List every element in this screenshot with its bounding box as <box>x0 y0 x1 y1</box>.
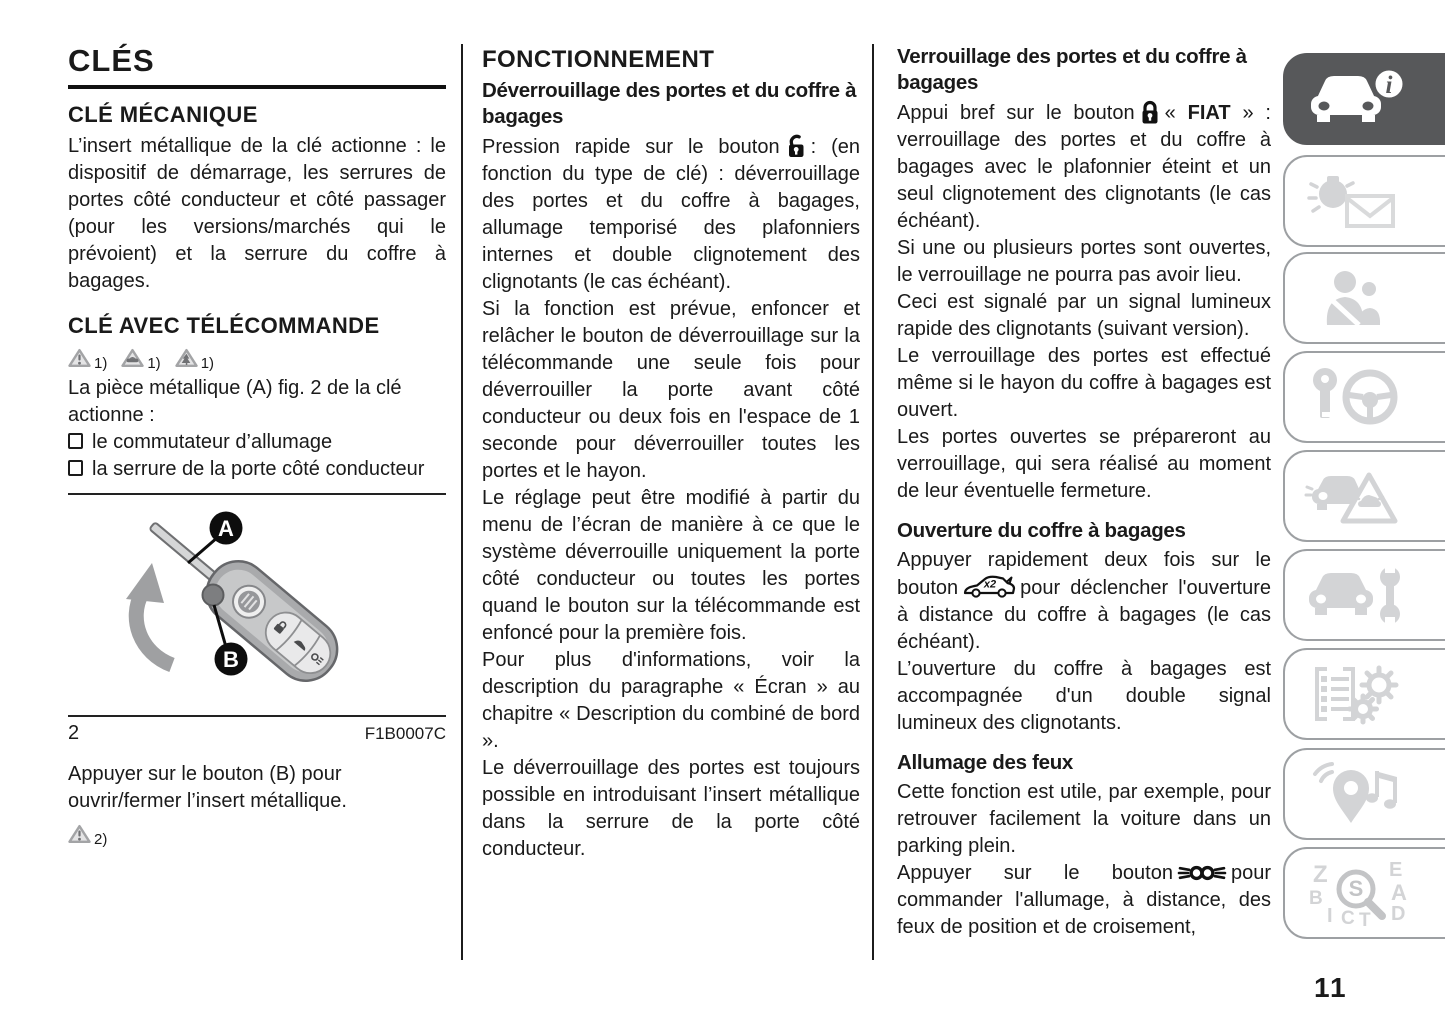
warning-lights-messages-icon <box>1303 168 1413 234</box>
paragraph-signal: Ceci est signalé par un signal lumineux rapide des clignotants (suivant version). <box>897 291 1271 340</box>
safety-icon <box>1303 265 1413 331</box>
figure-divider <box>68 715 446 717</box>
svg-text:i: i <box>1385 72 1393 99</box>
svg-text:B: B <box>1309 888 1323 909</box>
svg-text:E: E <box>1389 859 1403 881</box>
index-search-icon <box>1303 858 1413 928</box>
column-operation <box>482 44 860 863</box>
warning-triangle-icon <box>68 348 91 373</box>
text: pour déclencher l'ouverture à distance du coffre à bagages (le cas échéant). <box>897 577 1271 653</box>
svg-text:S: S <box>1348 876 1364 901</box>
list-item <box>68 429 446 456</box>
text: » : <box>1242 102 1271 124</box>
sidebar-tab-servicing-maintenance[interactable] <box>1283 549 1445 641</box>
paragraph-trunk-signal: L’ouverture du coffre à bagages est accompagnée d'un double signal lumineux des clignotants. <box>897 658 1271 734</box>
callout-b-label: B <box>223 647 239 672</box>
svg-text:D: D <box>1391 903 1406 925</box>
sidebar-tab-multimedia[interactable] <box>1283 748 1445 840</box>
text: Appuyer rapidement deux fois sur le bouton <box>897 549 1271 599</box>
heading-trunk-opening: Ouverture du coffre à bagages <box>897 519 1186 542</box>
footnote-references <box>68 348 446 373</box>
column-divider <box>872 44 874 960</box>
text: pour commander l'allumage, à distance, des feux de position et de croisement, <box>897 862 1271 938</box>
paragraph-open-insert: Appuyer sur le bouton (B) pour ouvrir/fermer l’insert métallique. <box>68 763 347 812</box>
text: : (en fonction du type de clé) : déverrouillage des portes et du coffre à bagages, allumage temporisé des plafonniers internes et double clignotement des clignotants (le cas échéant). <box>482 136 860 293</box>
text: « <box>1164 102 1176 124</box>
heading-mechanical-key: CLÉ MÉCANIQUE <box>68 102 258 127</box>
car-info-icon <box>1303 66 1413 132</box>
footnote-number: 1) <box>94 355 108 372</box>
paragraph-more-info: Pour plus d'informations, voir la description du paragraphe « Écran » au chapitre « Description du combiné de bord ». <box>482 649 860 752</box>
heading-unlocking: Déverrouillage des portes et du coffre à bagages <box>482 79 857 128</box>
column-keys <box>68 44 446 851</box>
page-number: 11 <box>1314 972 1348 1003</box>
sidebar-tab-vehicle-info[interactable] <box>1283 53 1445 145</box>
key-steering-wheel-icon <box>1303 364 1413 430</box>
brand-name: FIAT <box>1187 102 1231 124</box>
car-warning-triangle-icon <box>1303 463 1413 529</box>
list-item-text: la serrure de la porte côté conducteur <box>92 458 425 480</box>
trunk-open-x2-icon <box>962 574 1016 598</box>
warning-triangle-icon <box>68 824 91 849</box>
paragraph-menu-setting: Le réglage peut être modifié à partir du menu de l’écran de manière à ce que le système déverrouille uniquement la porte côté conducteur ou toutes les portes quand le bouton sur la télécommande est enfoncé pour la première fois. <box>482 487 860 644</box>
paragraph-prepare-lock: Les portes ouvertes se prépareront au verrouillage, qui sera réalisé au moment de leur éventuelle fermeture. <box>897 426 1271 502</box>
paragraph-single-press: Si la fonction est prévue, enfoncer et relâcher le bouton de déverrouillage sur la télécommande une seule fois pour déverrouiller la porte avant côté conducteur ou deux fois en l'espace de 1 seconde pour déverrouiller toutes les portes et le hayon. <box>482 298 860 482</box>
paragraph-unlock-button <box>482 133 860 296</box>
chapter-title: CLÉS <box>68 44 446 89</box>
figure-code: F1B0007C <box>364 724 446 743</box>
unlock-icon <box>784 133 807 158</box>
svg-text:C: C <box>1341 908 1355 928</box>
navigation-music-icon <box>1303 761 1413 827</box>
column-locking <box>897 44 1271 941</box>
callout-a-label: A <box>218 516 234 541</box>
car-wrench-icon <box>1303 562 1413 628</box>
square-bullet-icon <box>68 460 83 476</box>
section-tab-strip <box>1283 0 1445 1018</box>
list-item <box>68 456 446 483</box>
text: Appuyer sur le bouton <box>897 862 1173 884</box>
footnote-number: 1) <box>200 355 215 372</box>
svg-text:Z: Z <box>1313 861 1328 888</box>
paragraph-lock-button <box>897 99 1271 235</box>
sidebar-tab-starting-driving[interactable] <box>1283 351 1445 443</box>
tree-warning-triangle-icon <box>175 348 198 373</box>
heading-remote-key: CLÉ AVEC TÉLÉCOMMANDE <box>68 313 380 338</box>
svg-text:I: I <box>1327 905 1333 927</box>
lock-icon <box>1139 99 1161 124</box>
paragraph-lights-purpose: Cette fonction est utile, par exemple, pour retrouver facilement la voiture dans un parking plein. <box>897 781 1271 857</box>
lights-button-icon <box>1177 863 1227 883</box>
paragraph-doors-open: Si une ou plusieurs portes sont ouvertes, le verrouillage ne pourra pas avoir lieu. <box>897 237 1271 286</box>
footnote-reference <box>68 824 446 849</box>
svg-text:T: T <box>1359 910 1371 928</box>
footnote-number: 2) <box>94 831 108 848</box>
sidebar-tab-emergency[interactable] <box>1283 450 1445 542</box>
text: Appui bref sur le bouton <box>897 102 1135 124</box>
heading-locking: Verrouillage des portes et du coffre à bagages <box>897 45 1247 94</box>
figure-key <box>68 493 446 715</box>
figure-caption <box>68 722 446 745</box>
footnote-number: 1) <box>147 355 161 372</box>
paragraph-tailgate: Le verrouillage des portes est effectué même si le hayon du coffre à bagages est ouvert. <box>897 345 1271 421</box>
square-bullet-icon <box>68 433 83 449</box>
trunk-button-label: x2 <box>984 578 997 591</box>
paragraph-metal-part: La pièce métallique (A) fig. 2 de la clé actionne : <box>68 377 402 426</box>
sidebar-tab-alphabetical-index[interactable] <box>1283 847 1445 939</box>
paragraph-trunk-button <box>897 547 1271 656</box>
column-divider <box>461 44 463 960</box>
car-warning-triangle-icon <box>121 348 144 373</box>
figure-number: 2 <box>68 722 80 744</box>
list-item-text: le commutateur d’allumage <box>92 431 333 453</box>
sidebar-tab-warning-lights-messages[interactable] <box>1283 155 1445 247</box>
svg-text:A: A <box>1391 880 1407 905</box>
sidebar-tab-safety[interactable] <box>1283 252 1445 344</box>
paragraph-metal-insert-unlock: Le déverrouillage des portes est toujours possible en introduisant l’insert métallique dans la serrure de la porte côté conducteur. <box>482 757 860 860</box>
heading-lights-on: Allumage des feux <box>897 751 1074 774</box>
key-figure-image <box>68 501 446 713</box>
paragraph-lights-button <box>897 860 1271 941</box>
sidebar-tab-technical-data[interactable] <box>1283 648 1445 740</box>
text: Pression rapide sur le bouton <box>482 136 780 158</box>
text: verrouillage des portes et du coffre à bagages avec le plafonnier éteint et un seul clignotement des clignotants (le cas échéant). <box>897 129 1271 232</box>
list-gears-icon <box>1303 661 1413 727</box>
section-title-operation: FONCTIONNEMENT <box>482 46 715 73</box>
paragraph-mechanical-key: L’insert métallique de la clé actionne : le dispositif de démarrage, les serrures de portes côté conducteur et côté passager (pour les versions/marchés qui le prévoient) et la serrure du coffre à bagages. <box>68 135 446 292</box>
